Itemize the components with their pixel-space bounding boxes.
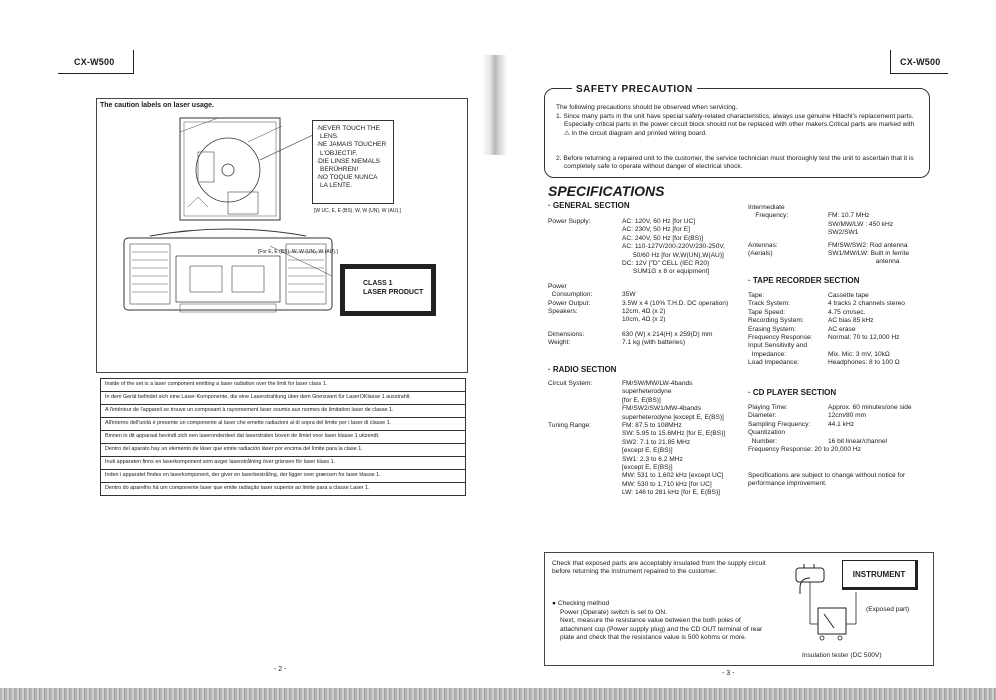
tape-specs [748,292,938,368]
spec-label: Power Supply: [548,218,591,225]
radio-section-title: · RADIO SECTION [548,365,617,374]
tape-spec-row [748,317,938,325]
laser-notice-row: In dem Gerät befindet sich eine Laser-Komponente, die eine Laserstrahlung über dem Grenzwert für LaserOKlasse 1 ausstrahlt. [101,392,465,405]
laser-notice-row: Inside of the set is a laser component emitting a laser radiation over the limit for laser class 1. [101,379,465,392]
spec-value: FM/SW/MW/LW-4bands superheterodyne [for E, E(BS)] FM/SW2/SW1/MW-4bands superheterodyne [except E, E(BS)] [622,380,724,421]
safety-item-1: 1. Since many parts in the unit have special safety-related characteristics, always use genuine Hitachi's replacement parts. Especially critical parts in the power circuit block should not be replaced with other makers.Critical parts are marked with ⚠ in the circuit diagram and printed wiring board. [556,113,915,137]
class1-label-inner [344,268,432,312]
spec-value: FM: 10.7 MHz SW/MW/LW : 450 kHz SW2/SW1 [828,212,894,237]
tape-spec-row [748,342,938,359]
exposed-part-label: (Exposed part) [866,606,910,613]
cd-spec-row [748,412,938,420]
spec-label: Recording System: [748,317,804,325]
right-page-number: - 3 - [722,670,735,677]
general-spec-row [548,283,748,300]
spec-label: Tape Speed: [748,308,786,316]
scan-edge-strip [0,688,996,700]
spec-label: Load Impedance: [748,359,799,367]
laser-notice-row: Dentro del aparato hay un elemento de láser que emite radiación láser por encima del límite para la clase 1. [101,444,465,457]
insulation-tester-label: Insulation tester (DC 500V) [802,652,882,659]
spec-value: Mix. Mic: 3 mV, 10kΩ [828,350,890,358]
spec-label: Circuit System: [548,380,593,387]
general-spec-row [548,300,748,308]
cd-section-title: · CD PLAYER SECTION [748,388,837,397]
spec-label: Power Output: [548,299,591,307]
label-models-1: [W UC, E, E (BS), W, W (UN), W (AU).] [314,208,401,214]
spec-value: Approx. 60 minutes/one side [828,404,912,411]
tape-spec-row [748,292,938,300]
laser-notice-row: A l'intérieur de l'appareil se trouve un composant à rayonnement laser soumis aux normes de limitation laser de classe 1. [101,405,465,418]
spec-value: 4.75 cm/sec. [828,308,866,316]
tape-spec-row [748,309,938,317]
spec-label: Weight: [548,339,571,347]
label-leader-line-1 [260,130,320,170]
class1-label-line: CLASS 1 [363,280,393,287]
general-spec-row [548,308,748,325]
left-model-label: CX-W500 [74,57,115,67]
center-fold [482,55,508,155]
general-spec-row [548,339,748,347]
general-spec-row [548,218,748,277]
spec-label: Dimensions: [548,330,585,338]
cd-spec-row [748,404,938,412]
intermediate-spec-row [748,204,938,238]
laser-notice-row: Dentro do aparelho há um componente laser que emite radiação laser superior ao limite para a classe Laser 1. [101,483,465,496]
spec-value: 16 bit linear/channel [828,437,888,445]
cd-spec-row [748,421,938,429]
tape-spec-row [748,334,938,342]
radio-specs [548,380,748,498]
lens-warning-line: LA LENTE. [320,182,353,190]
specifications-title: SPECIFICATIONS [548,183,665,199]
spec-label: Tape: [748,292,765,299]
spec-value: 4 tracks 2 channels stereo [828,300,905,308]
spec-label: Sampling Frequency: [748,420,811,428]
caution-title: The caution labels on laser usage. [100,102,214,109]
checking-method-title: ● Checking method [552,600,610,607]
cd-spec-row: Frequency Response: 20 to 20,000 Hz [748,446,861,454]
safety-intro: The following precautions should be observed when servicing. [556,104,738,111]
spec-value: FM/SW/SW2: Rod antenna SW1/MW/LW: Built in ferrite antenna [828,241,910,266]
laser-notice-row: Binnen in dit apparaat bevindt zich een laseronderdeel dat laserstralen boven de limiet voor laser klasse 1 uitzendt. [101,431,465,444]
lens-warning-line: ·DIE LINSE NIEMALS [316,157,380,165]
spec-label: Tuning Range: [548,422,592,430]
tape-spec-row [748,359,938,367]
laser-notice-table [100,378,466,496]
general-specs [548,218,748,348]
cd-spec-row [748,429,938,446]
spec-change-note: Specifications are subject to change without notice for performance improvement. [748,472,906,488]
lens-warning-line: ·NEVER TOUCH THE [316,125,380,132]
spec-label: Quantization Number: [748,429,786,445]
lens-warning-line: L'OBJECTIF. [320,149,358,157]
spec-value: 7.1 kg (with batteries) [622,339,686,347]
intermediate-spec-row [748,242,938,267]
spec-label: Input Sensitivity and Impedance: [748,342,808,358]
spec-value: 35W [622,291,636,299]
spec-value: AC erase [828,325,856,333]
label-models-2: [For E, E (BS), W, W (UN), W (AU).] [258,249,338,255]
general-spec-row [548,331,748,339]
spec-value: 44.1 kHz [828,420,855,428]
lens-warning-line: ·NO TOQUE NUNCA [316,174,378,182]
checking-method-title-text: Checking method [557,600,610,607]
general-section-title: · GENERAL SECTION [548,201,630,210]
cd-specs [748,404,938,454]
spec-label: Diameter: [748,412,777,420]
radio-spec-row [548,380,748,422]
right-model-label: CX-W500 [900,57,941,67]
lens-warning-label [312,120,394,204]
insulation-tester-diagram [790,564,870,650]
spec-label: Antennas: (Aerials) [748,241,778,258]
lens-warning-line: ·NE JAMAIS TOUCHER [316,141,387,149]
spec-value: 630 (W) x 214(H) x 259(D) mm [622,330,713,338]
spec-value: Cassette tape [828,292,869,299]
instrument-label: INSTRUMENT [852,569,906,579]
spec-value: Normal: 70 to 12,000 Hz [828,334,900,342]
spec-label: Erasing System: [748,325,797,333]
spec-label: Speakers: [548,308,578,316]
laser-notice-row: Inuti apparaten finns en laserkomponent som avger laserstrålning över gränsen för laser klass 1. [101,457,465,470]
boombox-illustration [120,226,336,330]
laser-notice-row: All'interno dell'unità è presente un componente al laser che emette radiazioni al di sopra del limite per i laser di classe 1. [101,418,465,431]
spec-value: 12cm, 4Ω (x 2) 10cm, 4Ω (x 2) [622,308,666,324]
spec-value: 12cm/80 mm [828,412,867,420]
class1-label-frame [340,264,436,316]
spec-label: Power Consumption: [548,282,593,299]
safety-title: SAFETY PRECAUTION [572,84,697,95]
spec-value: AC bias 85 kHz [828,317,874,325]
spec-value: Headphones: 8 to 100 Ω [828,359,900,367]
checking-method-text: Power (Operate) switch is set to ON. Next, measure the resistance value between the both poles of attachment cup (Power supply plug) and the CD OUT terminal of rear plate and check that the resistance value is 500 kohms or more. [560,609,763,642]
spec-label: Intermediate Frequency: [748,204,789,220]
lens-warning-line: LENS. [320,133,339,141]
intermediate-specs [748,204,938,267]
safety-item-2: 2. Before returning a repaired unit to the customer, the service technician must thoroughly test the unit to ascertain that it is completely safe to operate without danger of electrical shock. [556,155,914,171]
spec-label: Playing Time: [748,404,788,411]
lens-warning-line: BERÜHREN! [320,166,359,174]
tape-section-title: · TAPE RECORDER SECTION [748,276,860,285]
check-text: Check that exposed parts are acceptably insulated from the supply circuit before returning the instrument repaired to the customer. [552,560,766,576]
spec-value: AC: 120V, 60 Hz [for UC] AC: 230V, 50 Hz [for E] AC: 240V, 50 Hz [for E(BS)] AC: 110-127V/200-220V/230-250V, 50/60 Hz [for W,W(UN),W(AU)] DC: 12V ["D" CELL (IEC R20) SUM1G x 8 or equipment] [622,218,726,276]
spec-value: FM: 87.5 to 108MHz SW: 5.95 to 15.6MHz [for E, E(BS)] SW2: 7.1 to 21.85 MHz [except E, E(BS)] SW1: 2.3 to 6.2 MHz [except E, E(BS)] MW: 531 to 1,602 kHz [except UC] MW: 530 to 1,710 kHz [for UC] LW: 146 to 281 kHz [for E, E(BS)] [622,422,726,497]
spec-label: Track System: [748,300,790,308]
tape-spec-row [748,326,938,334]
laser-notice-row: Inden i apparatet findes en laserkomponent, der giver en laserbestråling, der ligger over grænsen for laser klasse 1. [101,470,465,483]
tape-spec-row [748,300,938,308]
left-page-number: - 2 - [274,666,287,673]
class1-label-line: LASER PRODUCT [363,289,424,296]
radio-spec-row [548,422,748,498]
spec-value: 3.5W x 4 (10% T.H.D. DC operation) [622,299,729,307]
spec-label: Frequency Response: [748,334,813,342]
